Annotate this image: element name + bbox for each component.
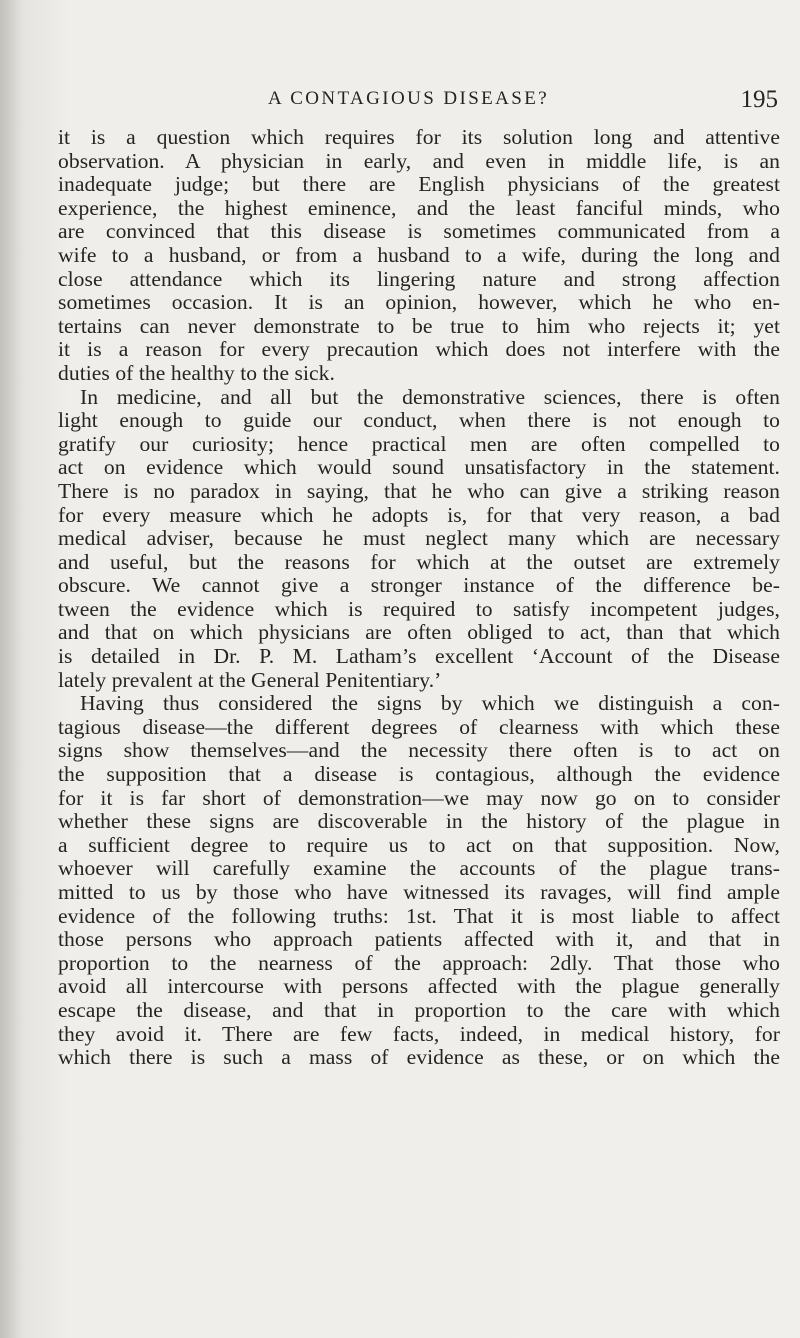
text-line: for every measure which he adopts is, for that very reason, a bad xyxy=(58,503,780,527)
text-line: and that on which physicians are often obliged to act, than that which xyxy=(58,621,780,645)
text-line: are convinced that this disease is sometimes communicated from a xyxy=(58,220,780,244)
text-line: light enough to guide our conduct, when there is not enough to xyxy=(58,409,780,433)
text-line: tertains can never demonstrate to be true to him who rejects it; yet xyxy=(58,314,780,338)
text-line: wife to a husband, or from a husband to a wife, during the long and xyxy=(58,243,780,267)
text-line: sometimes occasion. It is an opinion, however, which he who en- xyxy=(58,291,780,315)
text-line: gratify our curiosity; hence practical men are often compelled to xyxy=(58,432,780,456)
page-number: 195 xyxy=(740,86,778,113)
text-line: obscure. We cannot give a stronger instance of the difference be- xyxy=(58,574,780,598)
text-line: lately prevalent at the General Penitentiary.’ xyxy=(58,668,442,692)
text-line: tagious disease—the different degrees of clearness with which these xyxy=(58,715,780,739)
page-header xyxy=(58,70,778,113)
text-line: avoid all intercourse with persons affected with the plague generally xyxy=(58,975,780,999)
text-line: for it is far short of demonstration—we may now go on to consider xyxy=(58,786,780,810)
text-line: duties of the healthy to the sick. xyxy=(58,361,335,385)
text-line: act on evidence which would sound unsatisfactory in the statement. xyxy=(58,456,780,480)
text-line: tween the evidence which is required to satisfy incompetent judges, xyxy=(58,597,780,621)
text-line: proportion to the nearness of the approach: 2dly. That those who xyxy=(58,951,780,975)
body-text xyxy=(58,126,780,1070)
text-line: escape the disease, and that in proportion to the care with which xyxy=(58,998,780,1022)
paragraph-start-line: Having thus considered the signs by which we distinguish a con- xyxy=(80,692,780,716)
text-line: and useful, but the reasons for which at the outset are extremely xyxy=(58,550,780,574)
paragraph-start-line: In medicine, and all but the demonstrative sciences, there is often xyxy=(80,385,780,409)
text-line: the supposition that a disease is contagious, although the evidence xyxy=(58,763,780,787)
text-line: they avoid it. There are few facts, indeed, in medical history, for xyxy=(58,1022,780,1046)
text-line: which there is such a mass of evidence as these, or on which the xyxy=(58,1046,780,1070)
text-line: it is a question which requires for its solution long and attentive xyxy=(58,126,780,149)
text-line: it is a reason for every precaution which does not interfere with the xyxy=(58,338,780,362)
text-line: whoever will carefully examine the accounts of the plague trans- xyxy=(58,857,780,881)
running-head: A CONTAGIOUS DISEASE? xyxy=(268,88,550,109)
text-line: inadequate judge; but there are English physicians of the greatest xyxy=(58,173,780,197)
text-line: There is no paradox in saying, that he who can give a striking reason xyxy=(58,479,780,503)
text-line: those persons who approach patients affected with it, and that in xyxy=(58,928,780,952)
text-line: experience, the highest eminence, and the least fanciful minds, who xyxy=(58,196,780,220)
text-line: observation. A physician in early, and even in middle life, is an xyxy=(58,149,780,173)
text-line: mitted to us by those who have witnessed its ravages, will find ample xyxy=(58,881,780,904)
text-line: close attendance which its lingering nature and strong affection xyxy=(58,267,780,291)
text-line: signs show themselves—and the necessity there often is to act on xyxy=(58,739,780,763)
text-line: is detailed in Dr. P. M. Latham’s excellent ‘Account of the Disease xyxy=(58,645,780,669)
text-line: medical adviser, because he must neglect many which are necessary xyxy=(58,527,780,551)
text-line: evidence of the following truths: 1st. That it is most liable to affect xyxy=(58,904,780,928)
text-line: a sufficient degree to require us to act on that supposition. Now, xyxy=(58,833,780,857)
binding-shadow xyxy=(0,0,22,1338)
text-line: whether these signs are discoverable in the history of the plague in xyxy=(58,810,780,834)
